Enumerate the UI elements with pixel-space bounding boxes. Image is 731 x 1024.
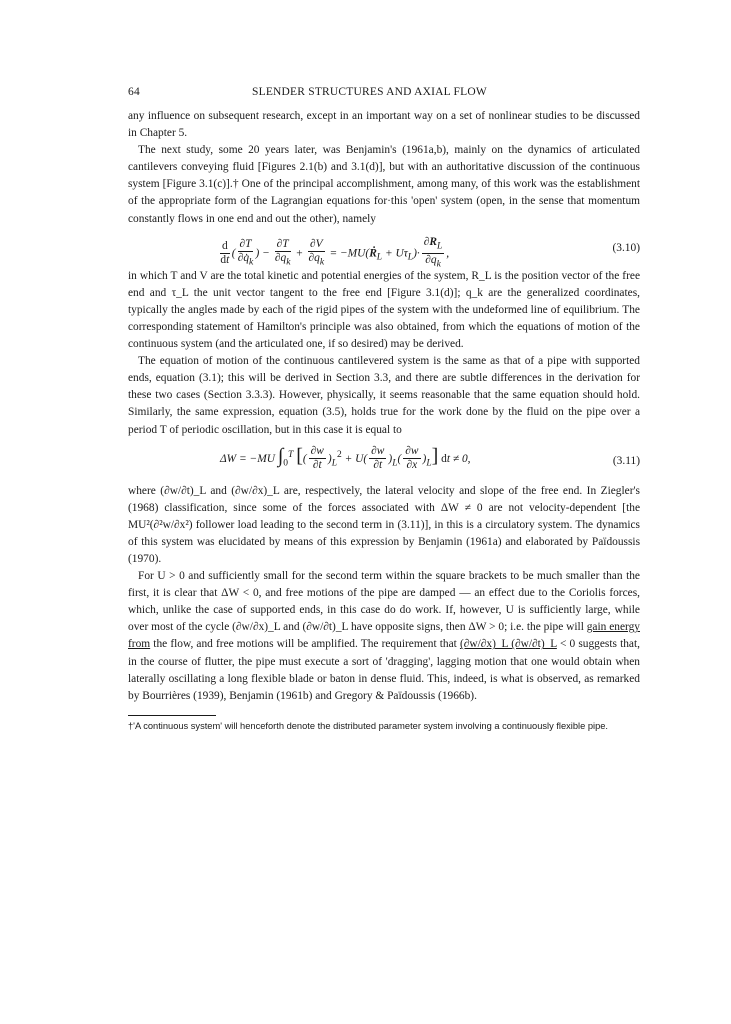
running-header [128, 86, 640, 108]
paragraph-6-part-e: < 0 suggests that, in the course of flutter, the pipe must execute a sort of 'dragging', lagging motion that one would obtain when laterally oscillating a long flexible blade or baton in dense fluid. This, indeed, is what is observed, as remarked by Bourrières (1939), Benjamin (1961b) and Gregory & Païdoussis (1966b). [128, 638, 640, 702]
paragraph-6-part-c: the flow, and free motions will be amplified. The requirement that [153, 638, 457, 651]
paragraph-3: in which T and V are the total kinetic and potential energies of the system, R_L is the position vector of the free end and τ_L the unit vector tangent to the free end [Figure 3.1(d)]; q_k are the generalized coordinates, typically the angles made by each of the rigid pipes of the system with the undeformed line of equilibrium. The corresponding statement of Hamilton's principle was also obtained, from which the equations of motion of the continuous system (and the articulated one, if so desired) may be derived. [128, 269, 640, 351]
equation-3-10-body: $\frac{d}{dt}$ ( $\frac{\partial T}{\partial q̇_k}$ ) − $\frac{\partial T}{\partial q_k}$ + $\frac{\partial V}{\partial q_k}$ = −MU(Ṙ$_L$ + $U\tau_L)\cdot$ $\frac{\partial R_L}{\partial q_k}$ , [220, 235, 450, 270]
page-number: 64 [128, 86, 140, 98]
paragraph-6 [128, 568, 640, 705]
paragraph-5: where (∂w/∂t)_L and (∂w/∂x)_L are, respectively, the lateral velocity and slope of the free end. In Ziegler's (1968) classification, since some of the forces associated with ΔW ≠ 0 are not velocity-dependent [the MU²(∂²w/∂x²) follower load leading to the second term in (3.11)], in this is a circulatory system. The dynamics of this system was elucidated by means of this expression by Benjamin (1961a) and elaborated by Païdoussis (1970). [128, 484, 640, 565]
paragraph-6-underlined-a: gain energy from [128, 621, 640, 651]
equation-3-10 [128, 228, 640, 268]
equation-3-11 [128, 439, 640, 483]
paragraph-1: any influence on subsequent research, except in an important way on a set of nonlinear studies to be discussed in Chapter 5. [128, 110, 640, 140]
paragraph-6-underlined-d: (∂w/∂x)_L (∂w/∂t)_L [459, 638, 557, 651]
equation-3-11-body: ΔW = −MU $\int_0^T$ [( $\frac{\partial w}{\partial t}$ )$_L^2 + U$( $\frac{\partial w}{\partial t}$ )$_L$( $\frac{\partial w}{\partial x}$ )$_L$] dt ≠ 0, [220, 444, 471, 472]
equation-3-10-number: (3.10) [612, 241, 640, 254]
running-head: SLENDER STRUCTURES AND AXIAL FLOW [252, 86, 487, 98]
paragraph-2: The next study, some 20 years later, was Benjamin's (1961a,b), mainly on the dynamics of articulated cantilevers conveying fluid [Figures 2.1(b) and 3.1(d)], but with an authoritative discussion of the continuous system [Figure 3.1(c)].† One of the principal accomplishment, among many, of this work was the establishment of the appropriate form of the Lagrangian equations for·this 'open' system (open, in the sense that momentum constantly flows in one end and out the other), namely [128, 144, 640, 225]
equation-3-11-number: (3.11) [612, 454, 640, 467]
footnote-rule [128, 715, 216, 716]
paragraph-4: The equation of motion of the continuous cantilevered system is the same as that of a pipe with supported ends, equation (3.1); this will be derived in Section 3.3, and there are subtle differences in the derivation for these two cases (Section 3.3.3). However, physically, it seems reasonable that the same equation should hold. Similarly, the same expression, equation (3.5), holds true for the work done by the fluid on the pipe over a period T of periodic oscillation, but in this case it is equal to [128, 355, 640, 436]
page [128, 86, 640, 733]
paragraph-6-part-a: For U > 0 and sufficiently small for the second term within the square brackets to be much smaller than the first, it is clear that ΔW < 0, and free motions of the pipe are damped — an effect due to the Coriolis forces, which, unlike the case of supported ends, in this case do do work. If, however, U is sufficiently large, while over most of the cycle (∂w/∂x)_L and (∂w/∂t)_L have opposite signs, then ΔW > 0; i.e. the pipe will [128, 570, 640, 634]
footnote: †'A continuous system' will henceforth denote the distributed parameter system involving a continuously flexible pipe. [128, 720, 609, 731]
